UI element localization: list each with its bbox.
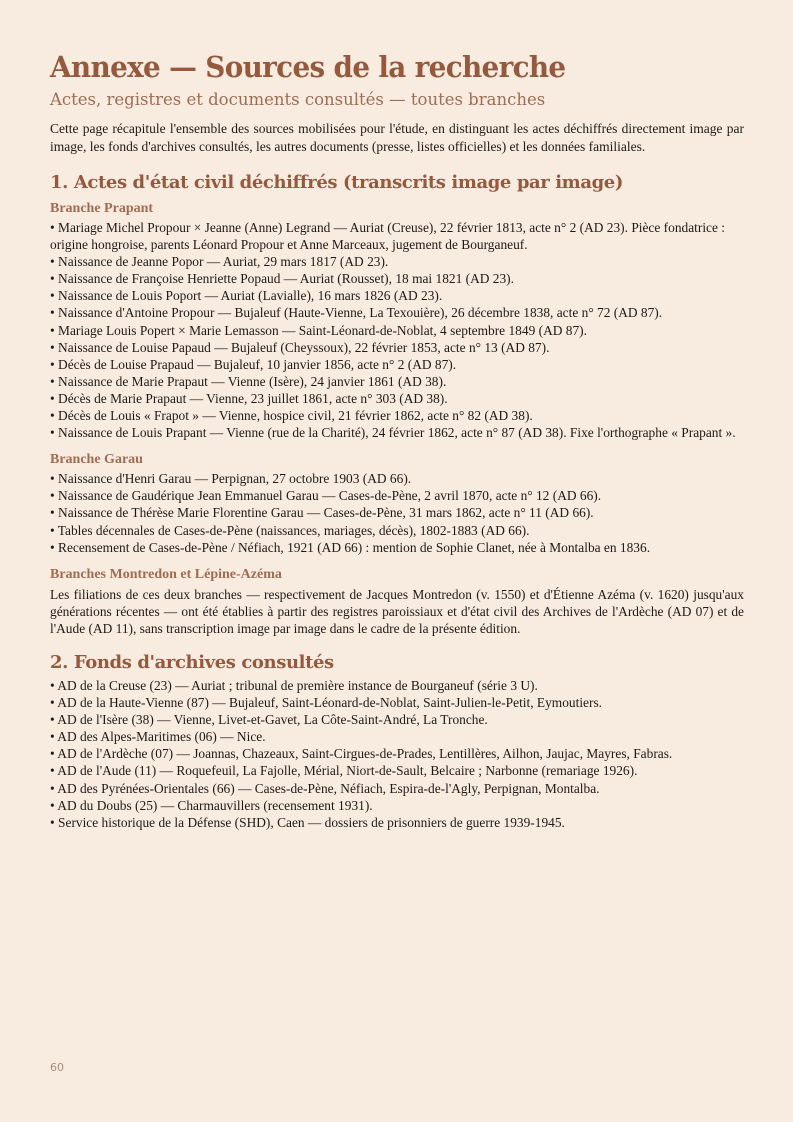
list-item: • Naissance de Marie Prapaut — Vienne (Isère), 24 janvier 1861 (AD 38). [50,373,744,390]
list-item: • Service historique de la Défense (SHD), Caen — dossiers de prisonniers de guerre 1939-1945. [50,814,744,831]
list-fonds [50,677,744,831]
list-item: • AD de l'Ardèche (07) — Joannas, Chazeaux, Saint-Cirgues-de-Prades, Lentillères, Ailhon, Jaujac, Mayres, Fabras. [50,745,744,762]
document-page [50,48,744,831]
montredon-paragraph: Les filiations de ces deux branches — respectivement de Jacques Montredon (v. 1550) et d'Étienne Azéma (v. 1620) jusqu'aux générations récentes — ont été établies à partir des registres paroissiaux et d'état civil des Archives de l'Ardèche (AD 07) et de l'Aude (AD 11), sans transcription image par image dans le cadre de la présente édition. [50,586,744,636]
page-title: Annexe — Sources de la recherche [50,50,566,84]
list-item: • Naissance d'Henri Garau — Perpignan, 27 octobre 1903 (AD 66). [50,470,744,487]
page-subtitle: Actes, registres et documents consultés — toutes branches [50,90,546,109]
list-item: • Naissance de Gaudérique Jean Emmanuel Garau — Cases-de-Pène, 2 avril 1870, acte n° 12 (AD 66). [50,487,744,504]
list-item: • Décès de Louis « Frapot » — Vienne, hospice civil, 21 février 1862, acte n° 82 (AD 38). [50,407,744,424]
list-item: • Mariage Louis Popert × Marie Lemasson — Saint-Léonard-de-Noblat, 4 septembre 1849 (AD 87). [50,322,744,339]
page-number: 60 [50,1061,64,1074]
list-item: • Décès de Marie Prapaut — Vienne, 23 juillet 1861, acte n° 303 (AD 38). [50,390,744,407]
list-item: • Naissance d'Antoine Propour — Bujaleuf (Haute-Vienne, La Texouière), 26 décembre 1838, acte n° 72 (AD 87). [50,304,744,321]
list-item: • Tables décennales de Cases-de-Pène (naissances, mariages, décès), 1802-1883 (AD 66). [50,522,744,539]
intro-text: Cette page récapitule l'ensemble des sources mobilisées pour l'étude, en distinguant les actes déchiffrés directement image par image, les fonds d'archives consultés, les autres documents (presse, listes officielles) et les données familiales. [50,121,744,154]
list-item: • AD de l'Aude (11) — Roquefeuil, La Fajolle, Mérial, Niort-de-Sault, Belcaire ; Narbonne (remariage 1926). [50,762,744,779]
section-heading-fonds: 2. Fonds d'archives consultés [50,651,334,673]
list-item: • AD de la Haute-Vienne (87) — Bujaleuf, Saint-Léonard-de-Noblat, Saint-Julien-le-Petit, Eymoutiers. [50,694,744,711]
list-item: • Naissance de Jeanne Popor — Auriat, 29 mars 1817 (AD 23). [50,253,744,270]
list-item: • Décès de Louise Prapaud — Bujaleuf, 10 janvier 1856, acte n° 2 (AD 87). [50,356,744,373]
list-item: • AD de l'Isère (38) — Vienne, Livet-et-Gavet, La Côte-Saint-André, La Tronche. [50,711,744,728]
list-item: • Recensement de Cases-de-Pène / Néfiach, 1921 (AD 66) : mention de Sophie Clanet, née à Montalba en 1836. [50,539,744,556]
subsection-heading-montredon: Branches Montredon et Lépine-Azéma [50,566,282,582]
subsection-heading-prapant: Branche Prapant [50,201,154,216]
list-item: • AD des Pyrénées-Orientales (66) — Cases-de-Pène, Néfiach, Espira-de-l'Agly, Perpignan, Montalba. [50,780,744,797]
list-item: • AD de la Creuse (23) — Auriat ; tribunal de première instance de Bourganeuf (série 3 U). [50,677,744,694]
intro-paragraph [50,120,744,156]
list-prapant [50,219,744,441]
list-garau [50,470,744,555]
subsection-heading-garau: Branche Garau [50,452,143,468]
list-item: • AD des Alpes-Maritimes (06) — Nice. [50,728,744,745]
list-item: • Naissance de Louis Prapant — Vienne (rue de la Charité), 24 février 1862, acte n° 87 (AD 38). Fixe l'orthographe « Prapant ». [50,424,744,441]
list-item: • Naissance de Louise Papaud — Bujaleuf (Cheyssoux), 22 février 1853, acte n° 13 (AD 87). [50,339,744,356]
section-heading-actes: 1. Actes d'état civil déchiffrés (transcrits image par image) [50,172,623,193]
list-item: • AD du Doubs (25) — Charmauvillers (recensement 1931). [50,797,744,814]
list-item: • Mariage Michel Propour × Jeanne (Anne) Legrand — Auriat (Creuse), 22 février 1813, acte n° 2 (AD 23). Pièce fondatrice : origine hongroise, parents Léonard Propour et Anne Marceaux, jugement de Bourganeuf. [50,219,744,253]
list-item: • Naissance de Thérèse Marie Florentine Garau — Cases-de-Pène, 31 mars 1862, acte n° 11 (AD 66). [50,504,744,521]
list-item: • Naissance de Louis Poport — Auriat (Lavialle), 16 mars 1826 (AD 23). [50,287,744,304]
list-item: • Naissance de Françoise Henriette Popaud — Auriat (Rousset), 18 mai 1821 (AD 23). [50,270,744,287]
